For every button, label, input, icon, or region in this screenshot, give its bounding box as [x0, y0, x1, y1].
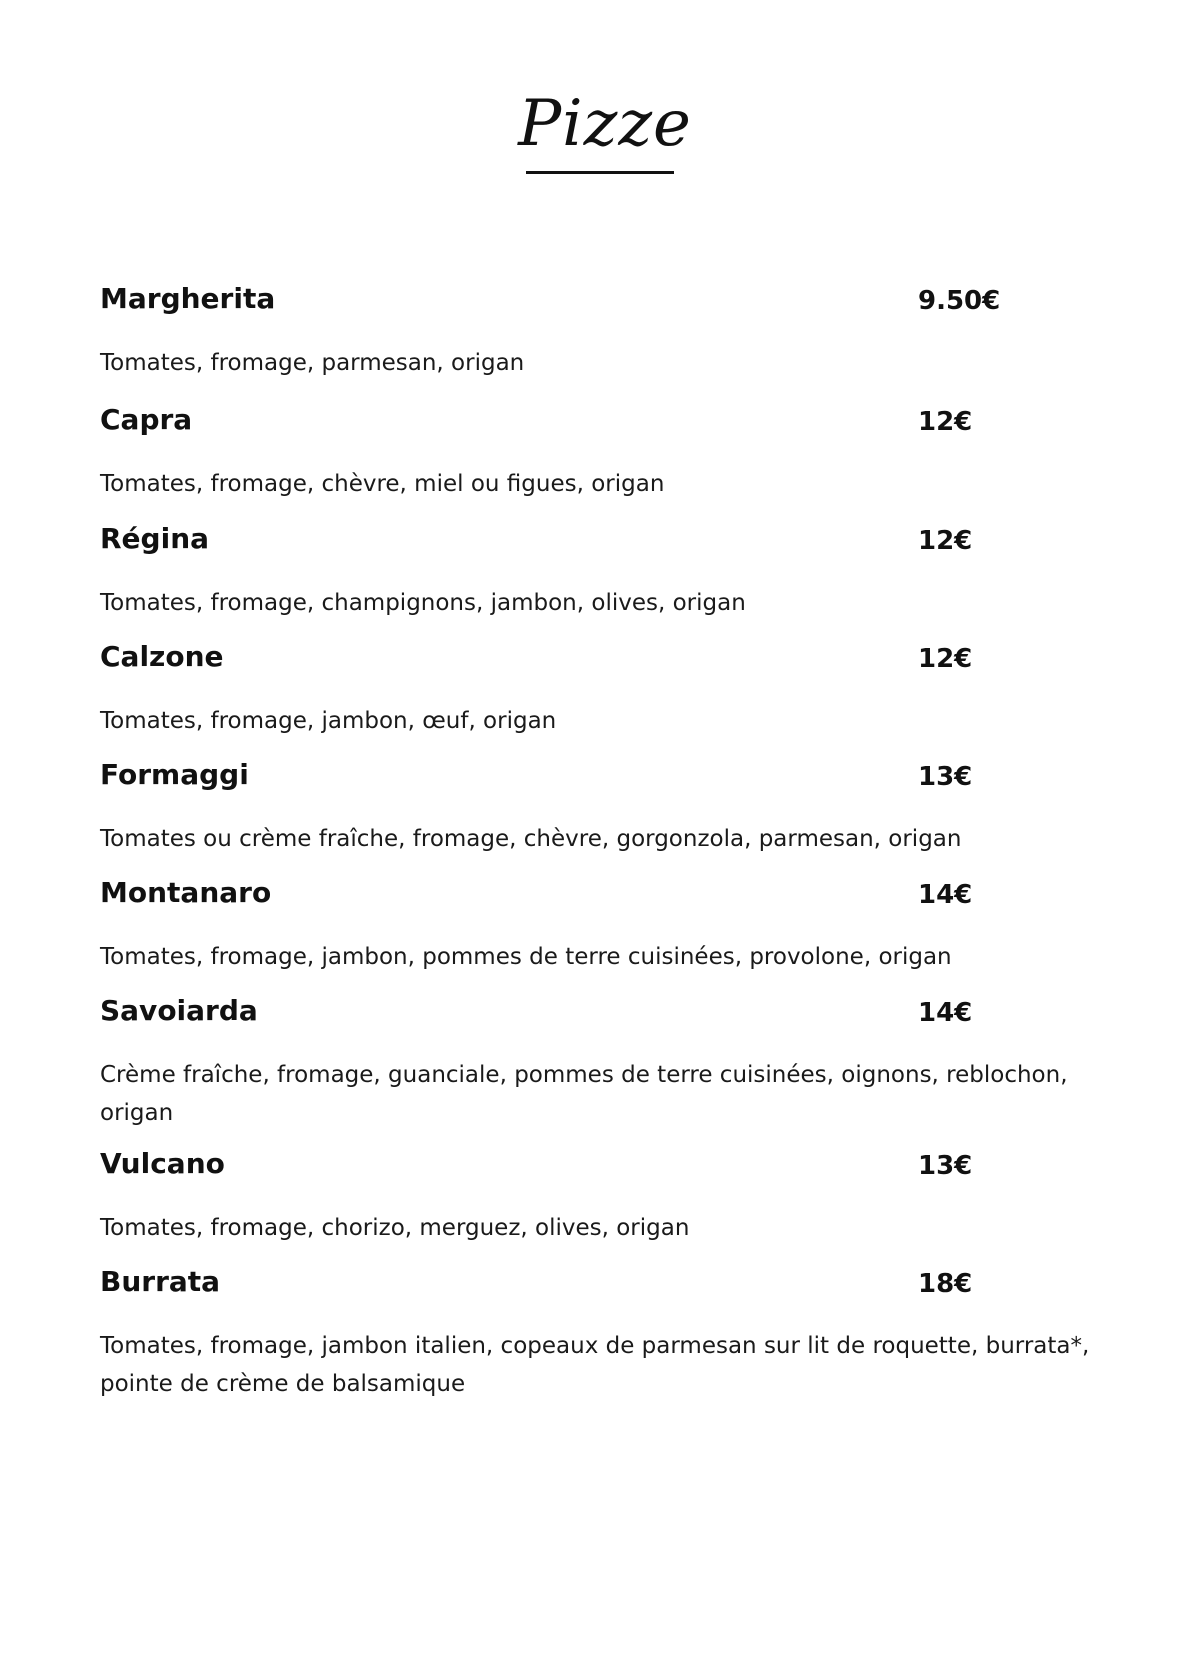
menu-title: Pizze: [518, 87, 692, 161]
item-price: 12€: [918, 526, 973, 556]
item-name: Savoiarda: [100, 994, 258, 1027]
item-description: Tomates, fromage, jambon italien, copeaux de parmesan sur lit de roquette, burrata*, pointe de crème de balsamique: [100, 1333, 1090, 1397]
item-description: Tomates, fromage, parmesan, origan: [100, 350, 525, 376]
item-price: 13€: [918, 762, 973, 792]
item-description: Tomates, fromage, chorizo, merguez, olives, origan: [100, 1215, 690, 1241]
item-price: 14€: [918, 880, 973, 910]
item-price: 9.50€: [918, 286, 1001, 316]
item-description: Crème fraîche, fromage, guanciale, pommes de terre cuisinées, oignons, reblochon, origan: [100, 1062, 1068, 1126]
item-description: Tomates ou crème fraîche, fromage, chèvre, gorgonzola, parmesan, origan: [100, 826, 962, 852]
item-description: Tomates, fromage, champignons, jambon, olives, origan: [100, 590, 746, 616]
item-price: 12€: [918, 644, 973, 674]
title-underline: [526, 171, 674, 174]
item-price: 14€: [918, 998, 973, 1028]
item-name: Régina: [100, 522, 210, 555]
item-name: Montanaro: [100, 876, 272, 909]
item-name: Capra: [100, 403, 193, 436]
item-price: 12€: [918, 407, 973, 437]
item-name: Vulcano: [100, 1147, 225, 1180]
item-name: Calzone: [100, 640, 224, 673]
item-price: 13€: [918, 1151, 973, 1181]
item-description: Tomates, fromage, chèvre, miel ou figues, origan: [100, 471, 665, 497]
item-description: Tomates, fromage, jambon, œuf, origan: [100, 708, 557, 734]
item-price: 18€: [918, 1269, 973, 1299]
item-name: Margherita: [100, 282, 276, 315]
item-name: Formaggi: [100, 758, 249, 791]
item-name: Burrata: [100, 1265, 221, 1298]
item-description: Tomates, fromage, jambon, pommes de terre cuisinées, provolone, origan: [100, 944, 952, 970]
